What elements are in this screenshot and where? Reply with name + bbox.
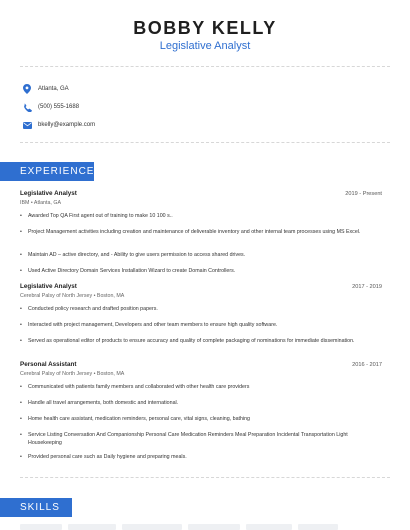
skill-chip	[20, 524, 62, 530]
job-bullet: • Communicated with patients family members and collaborated with other health care providers	[20, 384, 250, 390]
job-title: Legislative Analyst	[20, 283, 77, 290]
job-bullet: • Service Listing Conversation And Companionship Personal Care Medication Reminders Meal Preparation Incidental Transportation Light Housekeeping	[20, 432, 348, 446]
job-org: Cerebral Palsy of North Jersey • Boston, MA	[20, 371, 125, 377]
job-bullet: • Home health care assistant, medication reminders, personal care, vital signs, cleaning, bathing	[20, 416, 250, 422]
location-text: Atlanta, GA	[38, 86, 69, 92]
job-org: IBM • Atlanta, GA	[20, 200, 62, 206]
job-bullet: • Project Management activities including creation and maintenance of deliverable inventory and other internal team processes using MS Excel.	[20, 229, 361, 235]
contact-location	[22, 83, 69, 95]
contact-divider	[20, 142, 390, 143]
job-bullet: • Maintain AD – active directory, and - Ability to give users permission to access shared drives.	[20, 252, 246, 258]
experience-divider	[20, 477, 390, 478]
phone-text[interactable]: (500) 555-1688	[38, 104, 80, 110]
job-dates: 2016 - 2017	[352, 362, 382, 368]
job-title: Legislative Analyst	[20, 190, 77, 197]
contact-phone	[22, 101, 79, 113]
contact-email	[22, 119, 95, 131]
job-dates: 2019 - Present	[345, 191, 382, 197]
skill-chip	[298, 524, 338, 530]
job-title: Personal Assistant	[20, 361, 77, 368]
phone-icon	[22, 102, 32, 112]
skill-chip	[68, 524, 116, 530]
skills-heading: SKILLS	[0, 498, 72, 517]
job-bullet: • Interacted with project management, Developers and other team members to ensure high quality software.	[20, 322, 278, 328]
job-dates: 2017 - 2019	[352, 284, 382, 290]
skill-chip	[246, 524, 292, 530]
job-bullet: • Awarded Top QA First agent out of training to make 10 100 s..	[20, 213, 173, 219]
candidate-title: Legislative Analyst	[159, 40, 251, 52]
map-pin-icon	[22, 84, 32, 94]
skill-chip	[188, 524, 240, 530]
job-bullet: • Served as operational editor of products to ensure accuracy and quality of complete packaging of nominations for immediate dissemination.	[20, 338, 355, 344]
job-bullet: • Handle all travel arrangements, both domestic and international.	[20, 400, 179, 406]
header-divider	[20, 66, 390, 67]
job-org: Cerebral Palsy of North Jersey • Boston, MA	[20, 293, 125, 299]
job-bullet: • Used Active Directory Domain Services Installation Wizard to create Domain Controllers.	[20, 268, 236, 274]
skills-row	[20, 524, 338, 530]
experience-heading: EXPERIENCE	[0, 162, 94, 181]
envelope-icon	[22, 120, 32, 130]
candidate-name: BOBBY KELLY	[133, 18, 277, 38]
skill-chip	[122, 524, 182, 530]
job-bullet: • Conducted policy research and drafted position papers.	[20, 306, 158, 312]
email-text[interactable]: bkelly@example.com	[38, 122, 96, 128]
job-bullet: • Provided personal care such as Daily hygiene and preparing meals.	[20, 454, 187, 460]
